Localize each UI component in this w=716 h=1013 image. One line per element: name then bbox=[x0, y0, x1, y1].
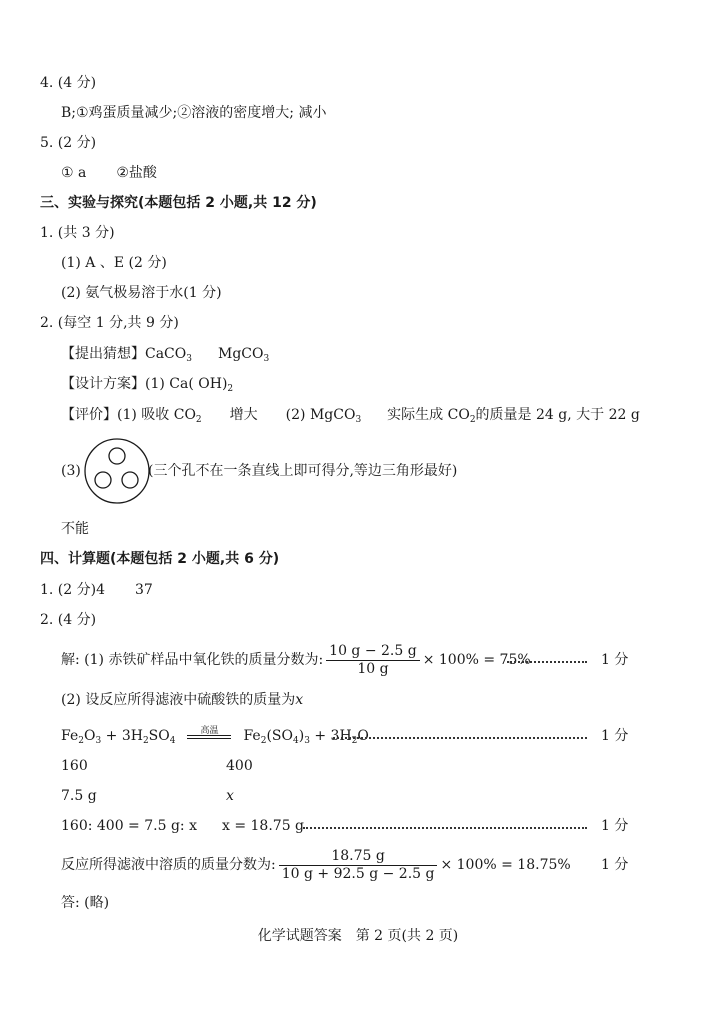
chemical-equation: $Fe_2O_3 + 3H_2SO_4$ 高温 $Fe_2(SO_4)_3 + 3H_2O$ bbox=[61, 726, 369, 746]
ratio-line: 160: 400 = 7.5 g: x bbox=[61, 818, 197, 834]
fraction-1 bbox=[326, 643, 420, 678]
score-1: 1 分 bbox=[601, 652, 629, 668]
line1-result: × 100% = 75% bbox=[422, 652, 531, 668]
s4-q1-ans1: 4 bbox=[96, 582, 106, 598]
last-text: 反应所得滤液中溶质的质量分数为: bbox=[61, 857, 276, 873]
s3-q2-header: 2. (每空 1 分,共 9 分) bbox=[40, 315, 179, 331]
fraction-2-num: 18.75 g bbox=[279, 848, 438, 866]
q4-answer: B;①鸡蛋质量减少;②溶液的密度增大; 减小 bbox=[61, 105, 327, 121]
hypothesis-a: CaCO bbox=[145, 346, 187, 362]
hypothesis-b: MgCO bbox=[217, 346, 264, 362]
reaction-condition: 高温 bbox=[200, 726, 219, 736]
leader-dots-1 bbox=[507, 661, 587, 663]
line2-text: (2) 设反应所得滤液中硫酸铁的质量为 bbox=[61, 692, 296, 708]
eval-2: 增大 bbox=[229, 407, 258, 423]
fraction-1-num: 10 g − 2.5 g bbox=[326, 643, 420, 661]
eval-label: 【评价】 bbox=[61, 407, 117, 423]
x-value: x = 18.75 g bbox=[222, 818, 305, 834]
design-text: (1) Ca( OH) bbox=[145, 376, 228, 392]
score-3: 1 分 bbox=[601, 818, 629, 834]
s3-q1-part2: (2) 氨气极易溶于水(1 分) bbox=[61, 285, 222, 301]
mass-1: 7.5 g bbox=[61, 788, 97, 804]
molar-mass-2: 400 bbox=[226, 758, 253, 774]
three-hole-diagram bbox=[82, 436, 152, 506]
s3-q1-part1: (1) A 、E (2 分) bbox=[61, 255, 167, 271]
page-footer: 化学试题答案 第 2 页(共 2 页) bbox=[257, 928, 459, 944]
leader-dots-2 bbox=[333, 737, 587, 739]
fraction-2-den: 10 g + 92.5 g − 2.5 g bbox=[281, 865, 435, 882]
q5-answer-1: ① a bbox=[61, 165, 87, 181]
solution-line-1 bbox=[61, 640, 531, 680]
s3-q1-header: 1. (共 3 分) bbox=[40, 225, 115, 241]
fraction-2 bbox=[279, 848, 438, 883]
section3-title: 三、实验与探究(本题包括 2 小题,共 12 分) bbox=[40, 195, 317, 211]
item3-label: (3) bbox=[61, 463, 81, 479]
score-2: 1 分 bbox=[601, 728, 629, 744]
eval-4a: 实际生成 CO bbox=[387, 407, 470, 423]
hole-top bbox=[109, 448, 125, 464]
hypothesis-label: 【提出猜想】 bbox=[61, 346, 145, 362]
s4-q1-ans2: 37 bbox=[135, 582, 153, 598]
section4-title: 四、计算题(本题包括 2 小题,共 6 分) bbox=[40, 551, 280, 567]
eval-1: (1) 吸收 CO bbox=[117, 407, 196, 423]
final-answer: 答: (略) bbox=[61, 895, 110, 911]
q5-header: 5. (2 分) bbox=[40, 135, 97, 151]
var-x: x bbox=[295, 692, 304, 708]
leader-dots-3 bbox=[303, 827, 587, 829]
equation-arrow bbox=[187, 726, 231, 746]
eval-3: (2) MgCO bbox=[285, 407, 356, 423]
fraction-1-den: 10 g bbox=[357, 660, 389, 677]
hole-right bbox=[122, 472, 138, 488]
last-result: × 100% = 18.75% bbox=[440, 857, 571, 873]
s4-q1-header: 1. (2 分) bbox=[40, 582, 97, 598]
q5-answers bbox=[61, 163, 157, 183]
line1-text: 解: (1) 赤铁矿样品中氧化铁的质量分数为: bbox=[61, 652, 324, 668]
evaluation-line: 【评价】(1) 吸收 $CO_2$ 增大 (2) MgCO$_3$ 实际生成 $CO_2$的质量是 24 g, 大于 22 g bbox=[61, 407, 640, 425]
solution-line-last bbox=[61, 845, 571, 885]
design-label: 【设计方案】 bbox=[61, 376, 145, 392]
design-line: 【设计方案】(1) Ca( $OH)_2$ bbox=[61, 376, 234, 394]
item3-note: (三个孔不在一条直线上即可得分,等边三角形最好) bbox=[148, 463, 458, 479]
hole-left bbox=[95, 472, 111, 488]
score-4: 1 分 bbox=[601, 857, 629, 873]
mass-2: x bbox=[226, 788, 234, 804]
cannot-text: 不能 bbox=[61, 521, 89, 537]
hypothesis-line: 【提出猜想】CaCO$_3$ MgCO$_3$ bbox=[61, 346, 270, 364]
s4-q1 bbox=[40, 580, 153, 600]
q5-answer-2: ②盐酸 bbox=[116, 165, 157, 181]
q4-header: 4. (4 分) bbox=[40, 75, 97, 91]
solution-line-2 bbox=[61, 690, 303, 710]
s4-q2-header: 2. (4 分) bbox=[40, 612, 97, 628]
molar-mass-1: 160 bbox=[61, 758, 88, 774]
eval-4b: 的质量是 24 g, 大于 22 g bbox=[475, 407, 640, 423]
